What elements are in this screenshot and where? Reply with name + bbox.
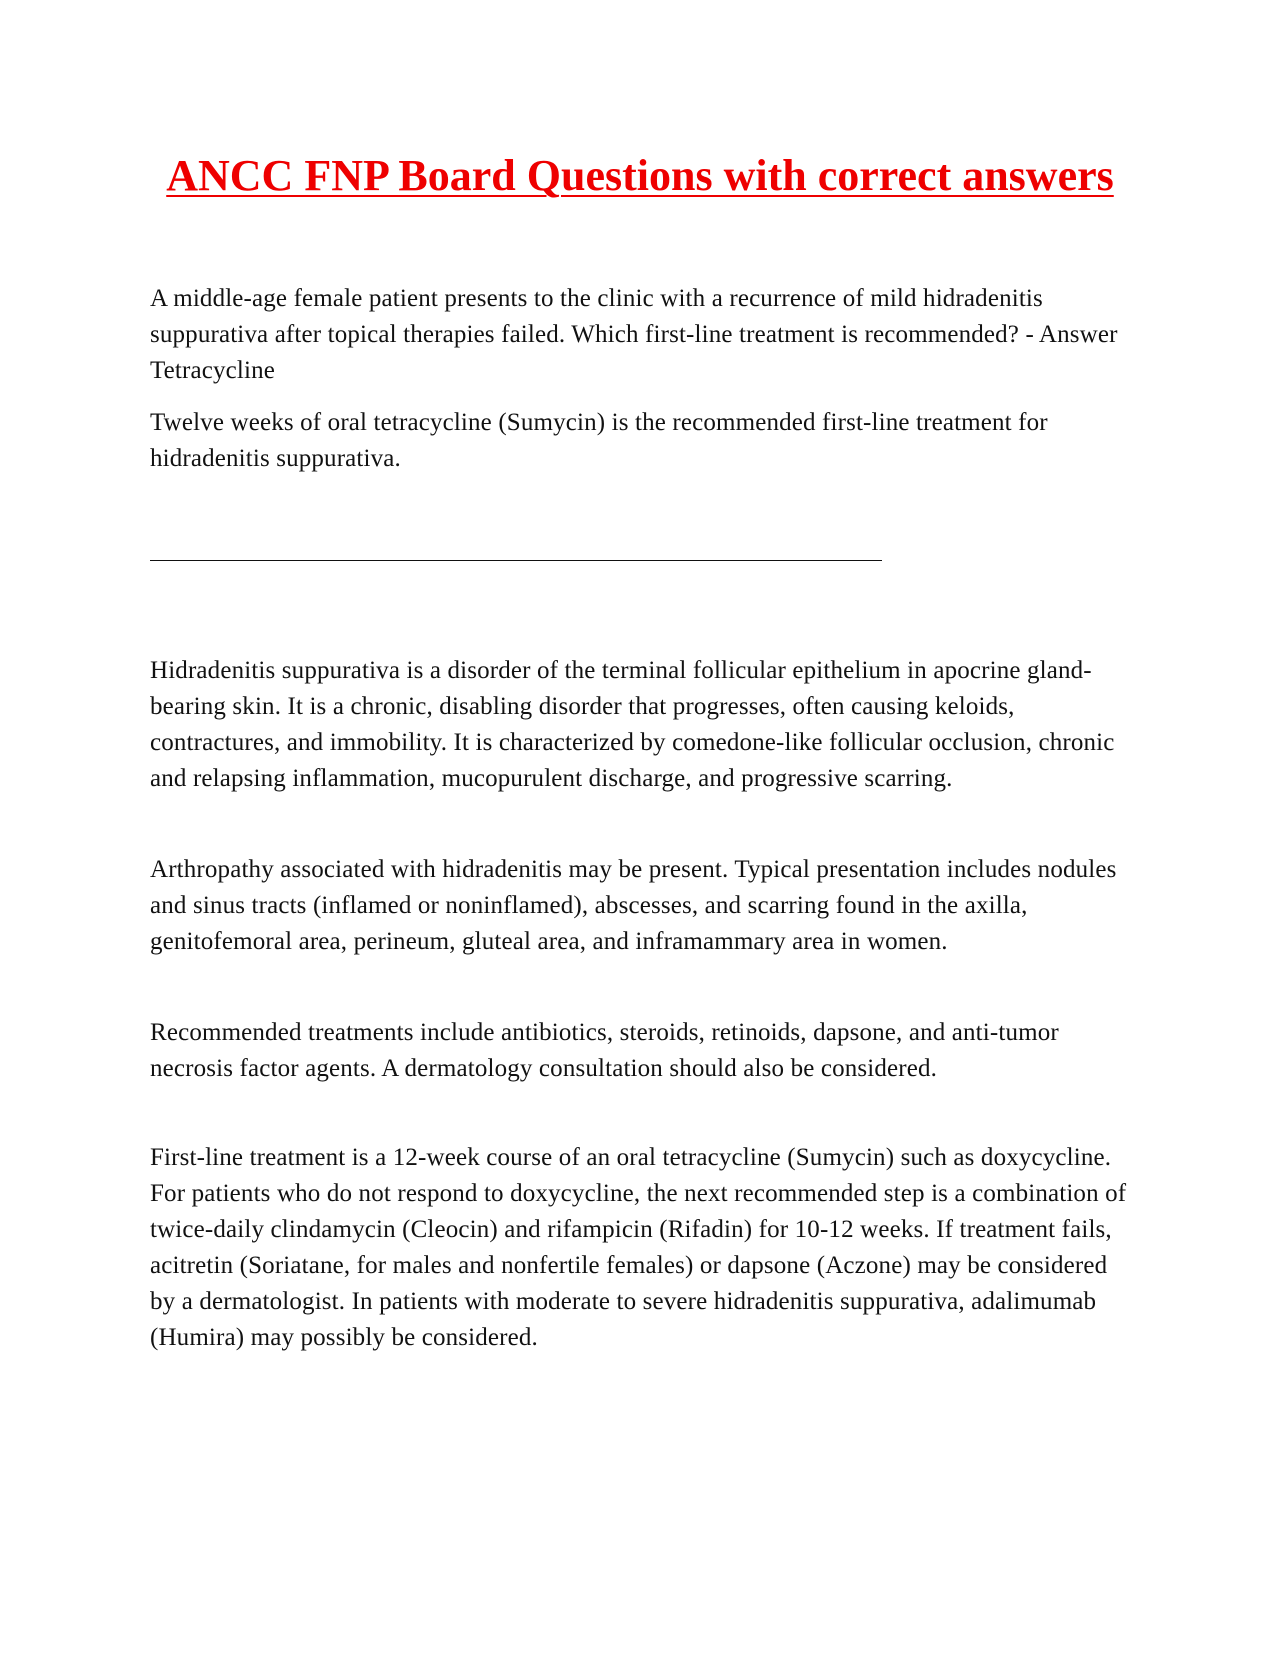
explanation-paragraph-first-line: First-line treatment is a 12-week course of an oral tetracycline (Sumycin) such as doxycycline. For patients who do not respond to doxycycline, the next recommended step is a combination of twice-daily clindamycin (Cleocin) and rifampicin (Rifadin) for 10-12 weeks. If treatment fails, acitretin (Soriatane, for males and nonfertile females) or dapsone (Aczone) may be considered by a dermatologist. In patients with moderate to severe hidradenitis suppurativa, adalimumab (Humira) may possibly be considered. — [150, 1144, 1127, 1351]
answer-rationale-paragraph: Twelve weeks of oral tetracycline (Sumycin) is the recommended first-line treatment for hidradenitis suppurativa. — [150, 409, 1048, 472]
explanation-paragraph-treatments: Recommended treatments include antibiotics, steroids, retinoids, dapsone, and anti-tumor necrosis factor agents. A dermatology consultation should also be considered. — [150, 1019, 1059, 1082]
explanation-paragraph-presentation: Arthropathy associated with hidradenitis may be present. Typical presentation includes nodules and sinus tracts (inflamed or noninflamed), abscesses, and scarring found in the axilla, genitofemoral area, perineum, gluteal area, and inframammary area in women. — [150, 856, 1117, 955]
explanation-paragraph-definition: Hidradenitis suppurativa is a disorder of the terminal follicular epithelium in apocrine gland-bearing skin. It is a chronic, disabling disorder that progresses, often causing keloids, contractures, and immobility. It is characterized by comedone-like follicular occlusion, chronic and relapsing inflammation, mucopurulent discharge, and progressive scarring. — [150, 657, 1115, 792]
question-paragraph: A middle-age female patient presents to the clinic with a recurrence of mild hidradenitis suppurativa after topical therapies failed. Which first-line treatment is recommended? - Answer Tetracycline — [150, 285, 1118, 384]
section-divider — [150, 560, 882, 561]
document-title: ANCC FNP Board Questions with correct answers — [166, 151, 1114, 200]
